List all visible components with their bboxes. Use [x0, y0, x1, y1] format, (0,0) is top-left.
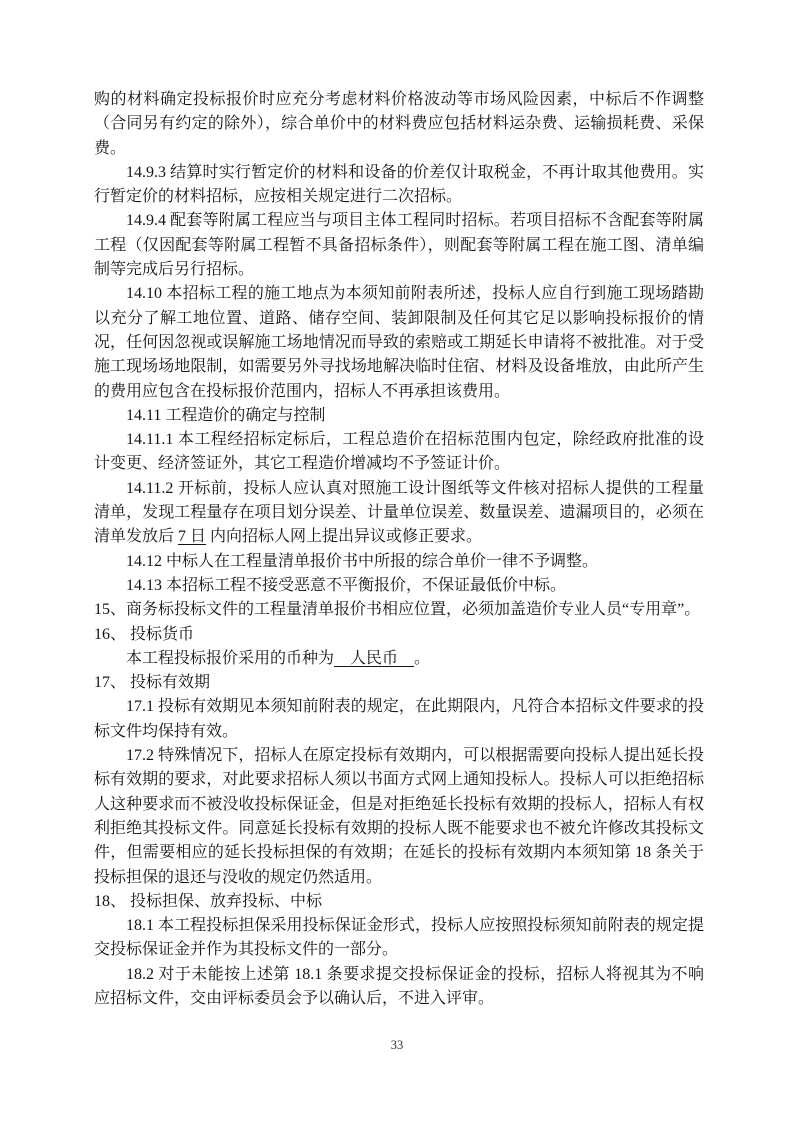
text-run: 本工程投标报价采用的币种为: [126, 649, 335, 667]
text-run: 18.1 本工程投标担保采用投标保证金形式，投标人应按照投标须知前附表的规定提交投标保证金并作为其投标文件的一部分。: [94, 917, 704, 959]
paragraph: [94, 647, 704, 671]
text-run: 17.2 特殊情况下，招标人在原定投标有效期内，可以根据需要向投标人提出延长投标有效期的要求，对此要求招标人须以书面方式网上通知投标人。投标人可以拒绝招标人这种要求而不被没收投标保证金，但是对拒绝延长投标有效期的投标人，招标人有权利拒绝其投标文件。同意延长投标有效期的投标人既不能要求也不被允许修改其投标文件，但需要相应的延长投标担保的有效期；在延长的投标有效期内本须知第 18 条关于投标担保的退还与没收的规定仍然适用。: [94, 747, 704, 886]
paragraph: [94, 695, 704, 744]
text-run: 16、 投标货币: [94, 625, 195, 643]
text-run: 17、 投标有效期: [94, 674, 211, 692]
paragraph: [94, 623, 704, 647]
paragraph: [94, 671, 704, 695]
text-run: 18、 投标担保、放弃投标、中标: [94, 892, 323, 910]
paragraph: [94, 209, 704, 282]
paragraph: [94, 890, 704, 914]
paragraph: [94, 88, 704, 161]
text-run: 14.11.1 本工程经招标定标后，工程总造价在招标范围内包定，除经政府批准的设计变更、经济签证外，其它工程造价增减均不予签证计价。: [94, 431, 704, 473]
paragraph: [94, 550, 704, 574]
paragraph: [94, 963, 704, 1012]
paragraph: [94, 282, 704, 403]
paragraph: [94, 574, 704, 598]
paragraph: [94, 161, 704, 210]
text-run: 。: [414, 649, 431, 667]
underlined-text: 人民币: [334, 649, 415, 667]
paragraph: [94, 477, 704, 550]
page-number: 33: [390, 1038, 404, 1052]
paragraph: [94, 404, 704, 428]
text-run: 14.13 本招标工程不接受恶意不平衡报价，不保证最低价中标。: [126, 576, 567, 594]
text-run: 17.1 投标有效期见本须知前附表的规定，在此期限内，凡符合本招标文件要求的投标文件均保持有效。: [94, 698, 704, 740]
paragraph: [94, 598, 704, 622]
text-run: 购的材料确定投标报价时应充分考虑材料价格波动等市场风险因素，中标后不作调整（合同另有约定的除外），综合单价中的材料费应包括材料运杂费、运输损耗费、采保费。: [94, 91, 704, 157]
text-run: 14.10 本招标工程的施工地点为本须知前附表所述，投标人应自行到施工现场踏勘以充分了解工地位置、道路、储存空间、装卸限制及任何其它足以影响投标报价的情况，任何因忽视或误解施工场地情况而导致的索赔或工期延长申请将不被批准。对于受施工现场场地限制，如需要另外寻找场地解决临时住宿、材料及设备堆放，由此所产生的费用应包含在投标报价范围内，招标人不再承担该费用。: [94, 285, 704, 400]
text-run: 14.9.3 结算时实行暂定价的材料和设备的价差仅计取税金，不再计取其他费用。实行暂定价的材料招标，应按相关规定进行二次招标。: [94, 163, 704, 206]
text-run: 18.2 对于未能按上述第 18.1 条要求提交投标保证金的投标，招标人将视其为不响应招标文件，交由评标委员会予以确认后，不进入评审。: [94, 965, 704, 1007]
paragraph: [94, 744, 704, 890]
underlined-text: 7 日: [178, 528, 207, 546]
text-run: 14.11 工程造价的确定与控制: [126, 406, 326, 424]
text-run: 15、商务标投标文件的工程量清单报价书相应位置，必须加盖造价专业人员“专用章”。: [94, 601, 701, 619]
paragraph: [94, 428, 704, 477]
document-body: [94, 88, 704, 1011]
text-run: 14.11.2 开标前，投标人应认真对照施工设计图纸等文件核对招标人提供的工程量清单，发现工程量存在项目划分误差、计量单位误差、数量误差、遗漏项目的，必须在清单发放后: [94, 479, 704, 546]
text-run: 内向招标人网上提出异议或修正要求。: [206, 528, 483, 546]
text-run: 14.12 中标人在工程量清单报价书中所报的综合单价一律不予调整。: [126, 552, 599, 570]
paragraph: [94, 914, 704, 963]
text-run: 14.9.4 配套等附属工程应当与项目主体工程同时招标。若项目招标不含配套等附属工程（仅因配套等附属工程暂不具备招标条件），则配套等附属工程在施工图、清单编制等完成后另行招标。: [94, 212, 704, 279]
